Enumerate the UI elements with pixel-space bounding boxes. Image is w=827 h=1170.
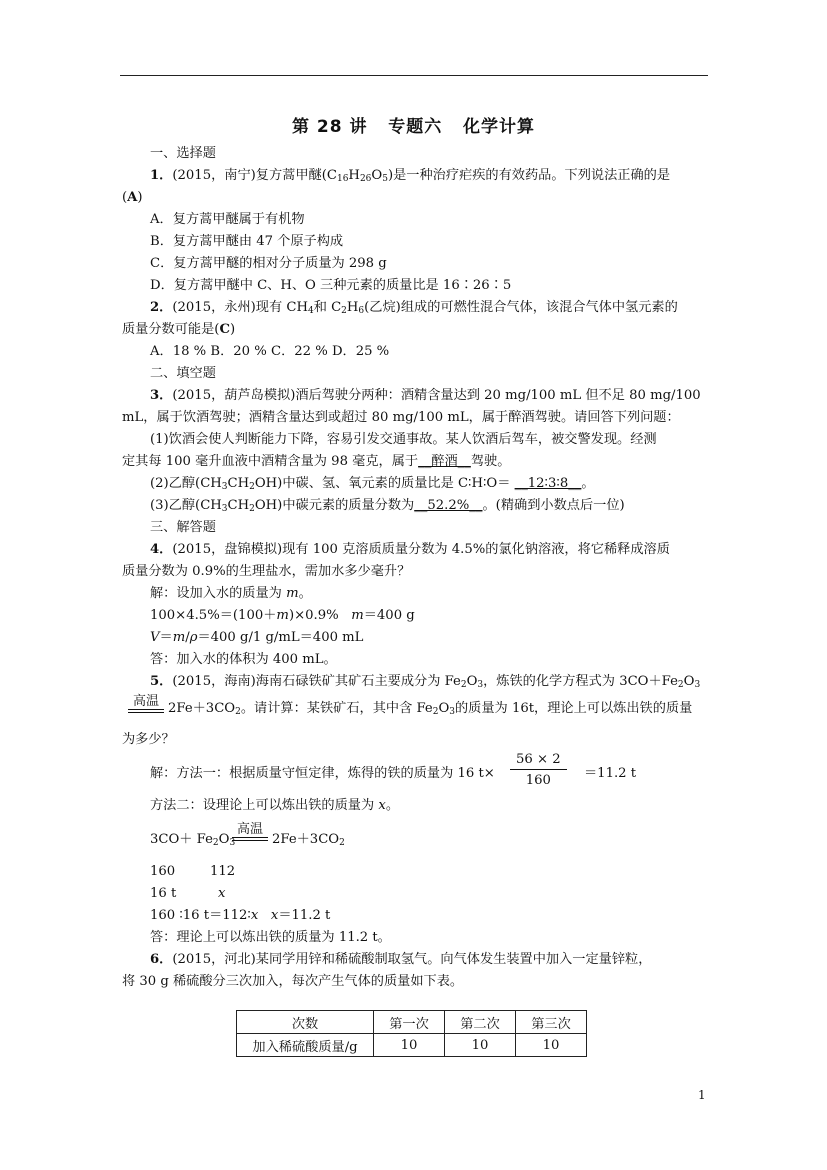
fraction-numerator: 56 × 2	[510, 752, 567, 770]
table-cell: 加入稀硫酸质量/g	[237, 1034, 374, 1057]
question-text: (2)乙醇(CH	[150, 476, 222, 491]
variable: m	[351, 608, 364, 623]
formula-part: O	[466, 674, 478, 689]
subscript: 5	[382, 174, 388, 184]
question-number: 1．	[150, 168, 173, 183]
question-text: (2015，永州)现有 CH	[172, 300, 308, 315]
variable: x	[250, 908, 259, 923]
question-text: (2015，海南)海南石碌铁矿其矿石主要成分为 Fe	[172, 674, 461, 689]
subscript: 2	[341, 306, 347, 316]
ratio-value: 160	[150, 864, 176, 879]
question-text: 的质量为 16t，理论上可以炼出铁的质量	[455, 701, 693, 716]
solution-text: 方法二：设理论上可以炼出铁的质量为	[150, 798, 379, 813]
subscript: 2	[460, 680, 467, 690]
formula-part: H	[346, 300, 359, 315]
data-table	[236, 1010, 587, 1057]
double-equals	[232, 837, 268, 841]
question-text: 质量分数可能是(	[122, 322, 220, 337]
table-row	[237, 1034, 587, 1057]
subscript: 26	[359, 174, 372, 184]
formula-part: O	[683, 674, 695, 689]
question-number: 4．	[150, 542, 173, 557]
condition-label: 高温	[132, 694, 159, 709]
options-row: A．18 % B．20 % C．22 % D．25 %	[150, 344, 390, 359]
formula-part: O	[438, 701, 450, 716]
answer-paren: )	[229, 322, 236, 337]
table-header: 第一次	[374, 1011, 445, 1034]
solution-text: ＝11.2 t	[278, 908, 331, 923]
variable: x	[270, 908, 279, 923]
subscript: 2	[249, 482, 255, 492]
fraction	[510, 752, 567, 788]
page-title: 第 28 讲 专题六 化学计算	[291, 117, 535, 137]
subscript: 2	[249, 504, 255, 514]
answer-blank: __12∶3∶8__	[514, 476, 582, 491]
solution-text	[258, 908, 271, 923]
fraction-denominator: 160	[525, 773, 551, 788]
table-cell: 10	[374, 1034, 445, 1057]
solution-text: ＝400 g/1 g/mL＝400 mL	[197, 630, 364, 645]
reaction-condition	[232, 818, 268, 841]
double-equals	[128, 709, 164, 713]
formula-part: O	[371, 168, 383, 183]
formula-part: CH	[227, 498, 250, 513]
table-header-row	[237, 1011, 587, 1034]
variable: x	[378, 798, 386, 813]
solution-text: 100×4.5%＝(100＋	[150, 608, 277, 623]
question-text: 驾驶。	[470, 454, 511, 469]
question-text: (2015，葫芦岛模拟)酒后驾驶分两种：酒精含量达到 20 mg/100 mL 但不足 80 mg/100	[172, 388, 701, 403]
reaction-condition	[128, 690, 164, 713]
variable: V	[150, 630, 160, 645]
variable: x	[218, 886, 226, 901]
subscript: 3	[221, 482, 228, 492]
answer-paren: )	[137, 190, 143, 205]
question-number: 2．	[150, 300, 173, 315]
question-text: 2Fe＋3CO	[168, 701, 236, 716]
question-text: OH)中碳元素的质量分数为	[254, 498, 415, 513]
solution-text: ＝400 g	[363, 608, 415, 623]
question-text: 质量分数为 0.9%的生理盐水，需加水多少毫升？	[122, 564, 411, 579]
question-text: 。请计算：某铁矿石，其中含 Fe	[240, 701, 433, 716]
question-number: 6．	[150, 952, 173, 967]
answer: C	[219, 322, 230, 337]
answer-paren: (	[122, 190, 128, 205]
answer-line: 答：理论上可以炼出铁的质量为 11.2 t。	[150, 930, 391, 945]
option-b: B．复方蒿甲醚由 47 个原子构成	[150, 234, 344, 249]
answer-line: 答：加入水的体积为 400 mL。	[150, 652, 337, 667]
table-header: 第三次	[516, 1011, 587, 1034]
section-fill: 二、填空题	[150, 366, 216, 381]
question-text: ，炼铁的化学方程式为 3CO＋Fe	[483, 674, 678, 689]
option-c: C．复方蒿甲醚的相对分子质量为 298 g	[150, 256, 387, 271]
table-cell: 10	[445, 1034, 516, 1057]
variable: ρ	[189, 630, 198, 645]
equation-text: 2Fe＋3CO	[272, 832, 340, 847]
solution-text: 。	[298, 586, 312, 601]
question-text: 。(精确到小数点后一位)	[482, 498, 625, 513]
section-choice: 一、选择题	[150, 146, 216, 161]
answer: A	[127, 190, 138, 205]
subscript: 6	[358, 306, 365, 316]
solution-text: 解：设加入水的质量为	[150, 586, 287, 601]
question-text: (2015，盘锦模拟)现有 100 克溶质质量分数为 4.5%的氯化钠溶液，将它稀释成溶质	[172, 542, 670, 557]
table-header: 第二次	[445, 1011, 516, 1034]
section-solve: 三、解答题	[150, 520, 216, 535]
question-text: 定其每 100 毫升血液中酒精含量为 98 毫克，属于	[122, 454, 419, 469]
question-text: (3)乙醇(CH	[150, 498, 222, 513]
subscript: 2	[212, 838, 219, 848]
question-number: 5．	[150, 674, 173, 689]
solution-text: /	[185, 630, 190, 645]
question-text: mL，属于饮酒驾驶；酒精含量达到或超过 80 mg/100 mL，属于醉酒驾驶。请回答下列问题：	[122, 410, 680, 425]
subscript: 3	[477, 680, 484, 690]
equation-text: 3CO＋ Fe	[150, 832, 213, 847]
subscript: 2	[235, 707, 241, 717]
variable: m	[286, 586, 299, 601]
solution-text: 160 ∶16 t＝112∶	[150, 908, 251, 923]
subscript: 3	[229, 838, 236, 848]
subscript: 2	[432, 707, 439, 717]
subscript: 2	[677, 680, 684, 690]
subscript: 3	[221, 504, 228, 514]
subscript: 2	[339, 838, 345, 848]
solution-text: )×0.9%	[288, 608, 352, 623]
formula-part: CH	[227, 476, 250, 491]
option-a: A．复方蒿甲醚属于有机物	[150, 212, 305, 227]
table-cell: 10	[516, 1034, 587, 1057]
subscript: 16	[336, 174, 349, 184]
variable: m	[276, 608, 289, 623]
question-number: 3．	[150, 388, 173, 403]
page-number: 1	[698, 1088, 706, 1102]
question-text: 。	[581, 476, 595, 491]
subquestion-1: (1)饮酒会使人判断能力下降，容易引发交通事故。某人饮酒后驾车，被交警发现。经测	[150, 432, 657, 447]
solution-text: ＝11.2 t	[584, 766, 637, 781]
subscript: 3	[694, 680, 701, 690]
question-text: 将 30 g 稀硫酸分三次加入，每次产生气体的质量如下表。	[122, 974, 464, 989]
question-text: 和 C	[313, 300, 342, 315]
question-text: (2015，南宁)复方蒿甲醚(C	[172, 168, 337, 183]
question-text: )是一种治疗疟疾的有效药品。下列说法正确的是	[387, 168, 671, 183]
subscript: 3	[449, 707, 455, 717]
ratio-value: 112	[210, 864, 236, 879]
formula-part: O	[218, 832, 230, 847]
solution-text: 。	[385, 798, 400, 813]
header-rule	[120, 75, 708, 76]
option-d: D．复方蒿甲醚中 C、H、O 三种元素的质量比是 16∶26∶5	[150, 278, 512, 293]
answer-blank: __52.2%__	[414, 498, 483, 513]
question-text: (2015，河北)某同学用锌和稀硫酸制取氢气。向气体发生装置中加入一定量锌粒，	[172, 952, 652, 967]
condition-label: 高温	[236, 822, 263, 837]
variable: m	[172, 630, 186, 645]
solution-text: ＝	[159, 630, 173, 645]
table-header: 次数	[237, 1011, 374, 1034]
question-text: OH)中碳、氢、氧元素的质量比是 C∶H∶O＝	[254, 476, 515, 491]
question-text: 为多少？	[122, 732, 175, 747]
subscript: 4	[307, 306, 314, 316]
formula-part: H	[348, 168, 360, 183]
question-text: (乙烷)组成的可燃性混合气体，该混合气体中氢元素的	[364, 300, 678, 315]
ratio-value: 16 t	[150, 886, 177, 901]
answer-blank: __醉酒__	[418, 454, 471, 469]
solution-text: 解：方法一：根据质量守恒定律，炼得的铁的质量为 16 t×	[150, 766, 495, 781]
